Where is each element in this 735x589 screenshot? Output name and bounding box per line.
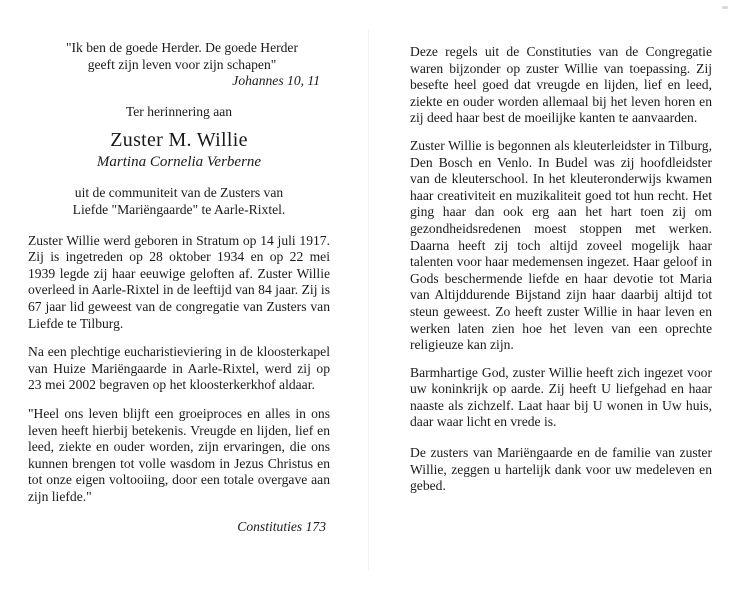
deceased-full-name: Martina Cornelia Verberne [96, 154, 262, 171]
right-page [410, 44, 712, 495]
community-text [28, 185, 330, 218]
biography-paragraph: Zuster Willie werd geboren in Stratum op 14 juli 1917. Zij is ingetreden op 28 oktober 1934 en op 22 mei 1939 legde zij haar eeuwige geloften af. Zuster Willie overleed in Aarle-Rixtel in de leeftijd van 84 jaar. Zij is 67 jaar lid geweest van de congregatie van Zusters van Liefde te Tilburg. [28, 232, 330, 331]
career-paragraph: Zuster Willie is begonnen als kleuterleidster in Tilburg, Den Bosch en Venlo. In Budel was zij hoofdleidster van de kleuterschool. In het kleuteronderwijs kwamen haar creativiteit en muzikaliteit goed tot hun recht. Het ging haar dan ook erg aan het hart toen zij om gezondheidsredenen moest stoppen met werken. Daarna heeft zij toch altijd zoveel mogelijk haar talenten voor haar medemensen ingezet. Haar geloof in Gods beschermende liefde en haar devotie tot Maria van Altijddurende Bijstand zijn haar daarbij altijd tot steun geweest. Zo heeft zuster Willie in haar leven en werken laten zien hoe het leven van een oprechte religieuze kan zijn. [410, 137, 712, 353]
opening-quote [34, 40, 330, 90]
constitutions-quote: "Heel ons leven blijft een groeiproces en alles in ons leven heeft hierbij betekenis. Vreugde en lijden, lief en leed, ziekte en ouder worden, zijn ervaringen, die ons kunnen brengen tot volle wasdom in Jezus Christus en tot onze eigen voltooiing, door een totale overgave aan zijn liefde." [28, 405, 330, 504]
left-page [28, 40, 330, 536]
community-line-2: Liefde "Mariëngaarde" te Aarle-Rixtel. [72, 201, 286, 217]
in-memory-heading: Ter herinnering aan [125, 103, 233, 119]
corner-mark [722, 6, 728, 9]
prayer-paragraph: Barmhartige God, zuster Willie heeft zich ingezet voor uw koninkrijk op aarde. Zij heeft U liefgehad en haar naaste als zichzelf. Laat haar bij U wonen in Uw huis, daar waar licht en vrede is. [410, 364, 712, 430]
quote-line-1: "Ik ben de goede Herder. De goede Herder [65, 40, 298, 55]
funeral-paragraph: Na een plechtige eucharistieviering in de kloosterkapel van Huize Mariëngaarde in Aarle-Rixtel, werd zij op 23 mei 2002 begraven op het kloosterkerkhof aldaar. [28, 344, 330, 393]
deceased-name: Zuster M. Willie [110, 129, 248, 152]
quote-attribution: Johannes 10, 11 [232, 73, 320, 89]
community-line-1: uit de communiteit van de Zusters van [74, 185, 284, 201]
quote-line-2: geeft zijn leven voor zijn schapen" [87, 56, 277, 72]
fold-line [368, 30, 369, 570]
reflection-paragraph: Deze regels uit de Constituties van de Congregatie waren bijzonder op zuster Willie van toepassing. Zij besefte heel goed dat vreugde en lijden, lief en leed, ziekte en ouder worden allemaal bij het leven horen en zij deed haar best de moeilijke kanten te aanvaarden. [410, 44, 712, 126]
thanks-paragraph: De zusters van Mariëngaarde en de familie van zuster Willie, zeggen u hartelijk dank voor uw medeleven en gebed. [410, 445, 712, 494]
quote-source: Constituties 173 [237, 519, 326, 535]
